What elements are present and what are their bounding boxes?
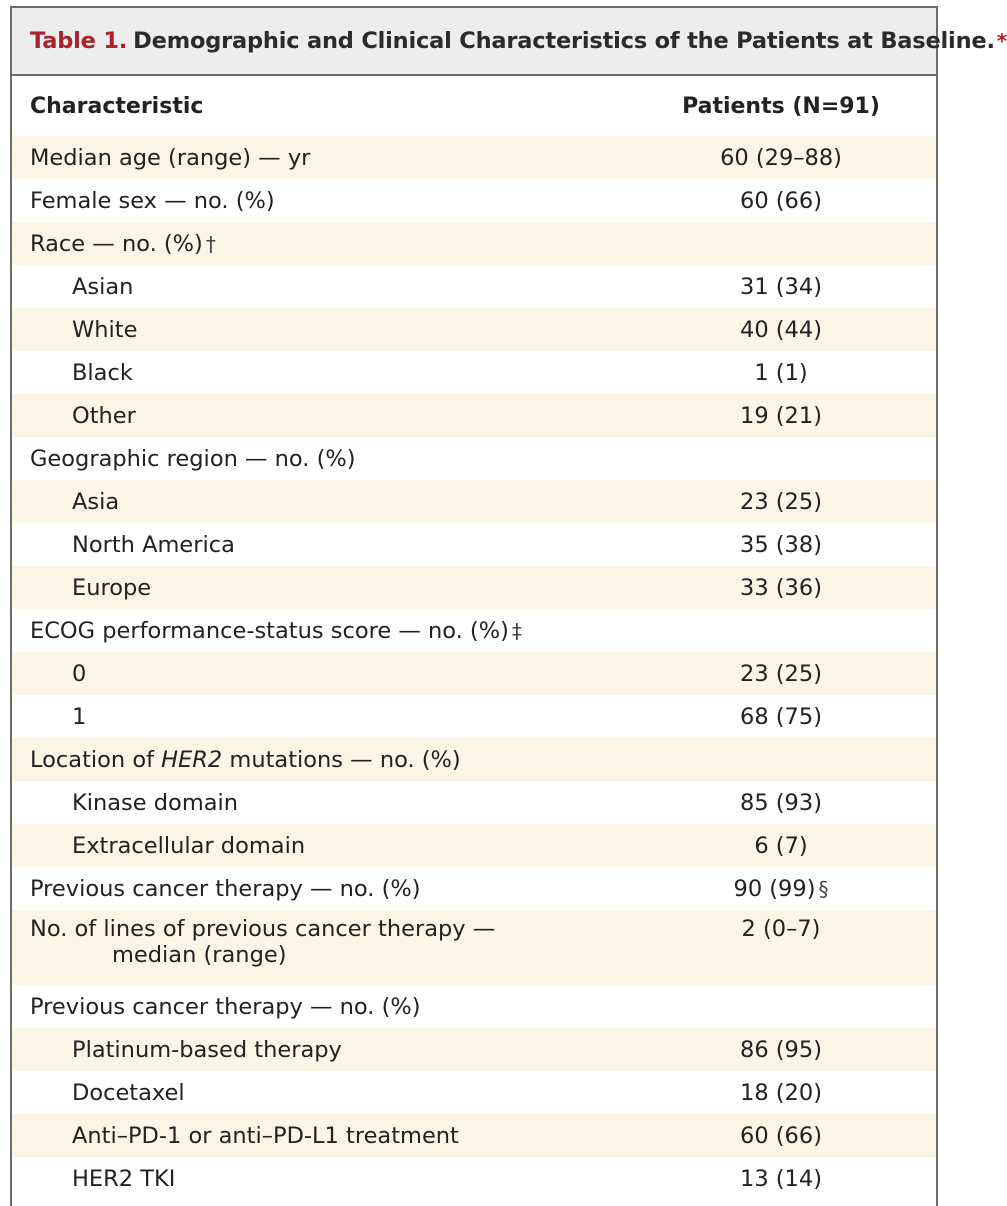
row-label: ECOG performance-status score — no. (%) ‡	[30, 617, 522, 644]
table-row	[12, 308, 936, 351]
row-value: 40 (44)	[740, 316, 822, 343]
table-row	[12, 824, 936, 867]
table-number: Table 1.	[30, 28, 128, 54]
row-value: 2 (0–7)	[741, 916, 821, 942]
row-label: Location of HER2 mutations — no. (%)	[30, 746, 461, 773]
row-label: Asia	[72, 488, 120, 515]
footnote-mark: §	[818, 876, 829, 901]
row-value: 23 (25)	[740, 660, 822, 687]
row-label: Extracellular domain	[72, 832, 306, 859]
row-label: Previous cancer therapy — no. (%)	[30, 875, 421, 902]
table-row	[12, 265, 936, 308]
header-characteristic: Characteristic	[30, 93, 204, 119]
title-footnote-mark: *	[996, 29, 1007, 53]
table-row	[12, 867, 936, 910]
row-label: White	[72, 316, 138, 343]
row-label: HER2 TKI	[72, 1165, 176, 1192]
row-label: Kinase domain	[72, 789, 239, 816]
row-value: 60 (66)	[740, 1122, 822, 1149]
footnote-mark: †	[205, 231, 216, 256]
table-row	[12, 1071, 936, 1114]
table-row	[12, 985, 936, 1028]
table-frame	[10, 6, 1007, 1206]
table-row	[12, 566, 936, 609]
row-value: 60 (66)	[740, 187, 822, 214]
row-value: 90 (99) §	[733, 875, 829, 902]
row-value: 6 (7)	[754, 832, 808, 859]
row-value: 85 (93)	[740, 789, 822, 816]
table-title	[12, 8, 1007, 76]
table-row	[12, 652, 936, 695]
row-label: Docetaxel	[72, 1079, 185, 1106]
row-value: 86 (95)	[740, 1036, 822, 1063]
characteristics-table	[12, 76, 936, 1200]
row-label: Previous cancer therapy — no. (%)	[30, 993, 421, 1020]
row-label: Black	[72, 359, 133, 386]
table-row	[12, 1028, 936, 1071]
row-label: North America	[72, 531, 235, 558]
row-label: 1	[72, 703, 87, 730]
table-row	[12, 609, 936, 652]
row-value: 13 (14)	[740, 1165, 822, 1192]
table-header-row	[12, 76, 936, 136]
row-value: 60 (29–88)	[720, 144, 842, 171]
row-value: 31 (34)	[740, 273, 822, 300]
row-value: 18 (20)	[740, 1079, 822, 1106]
row-label: Geographic region — no. (%)	[30, 445, 356, 472]
table-row	[12, 136, 936, 179]
table-row	[12, 222, 936, 265]
row-label: Other	[72, 402, 136, 429]
table-row	[12, 781, 936, 824]
row-label: Median age (range) — yr	[30, 144, 311, 171]
header-patients: Patients (N=91)	[682, 93, 880, 119]
row-value: 23 (25)	[740, 488, 822, 515]
table-row	[12, 695, 936, 738]
table-row	[12, 437, 936, 480]
row-label: Platinum-based therapy	[72, 1036, 342, 1063]
table-row	[12, 738, 936, 781]
row-label: 0	[72, 660, 87, 687]
row-label: Race — no. (%) †	[30, 230, 216, 257]
row-label: Anti–PD-1 or anti–PD-L1 treatment	[72, 1122, 459, 1149]
table-row	[12, 480, 936, 523]
row-label: No. of lines of previous cancer therapy — median (range)	[30, 916, 496, 968]
row-label: Female sex — no. (%)	[30, 187, 275, 214]
table-row	[12, 394, 936, 437]
table-row	[12, 910, 936, 985]
table-row	[12, 1114, 936, 1157]
row-value: 33 (36)	[740, 574, 822, 601]
row-label: Europe	[72, 574, 152, 601]
table-title-text: Demographic and Clinical Characteristics of the Patients at Baseline.	[133, 28, 995, 54]
footnote-mark: ‡	[511, 618, 522, 643]
table-row	[12, 1157, 936, 1200]
row-value: 19 (21)	[740, 402, 822, 429]
table-row	[12, 179, 936, 222]
table-row	[12, 523, 936, 566]
row-value: 1 (1)	[754, 359, 808, 386]
row-label: Asian	[72, 273, 134, 300]
row-value: 35 (38)	[740, 531, 822, 558]
table-row	[12, 351, 936, 394]
row-value: 68 (75)	[740, 703, 822, 730]
